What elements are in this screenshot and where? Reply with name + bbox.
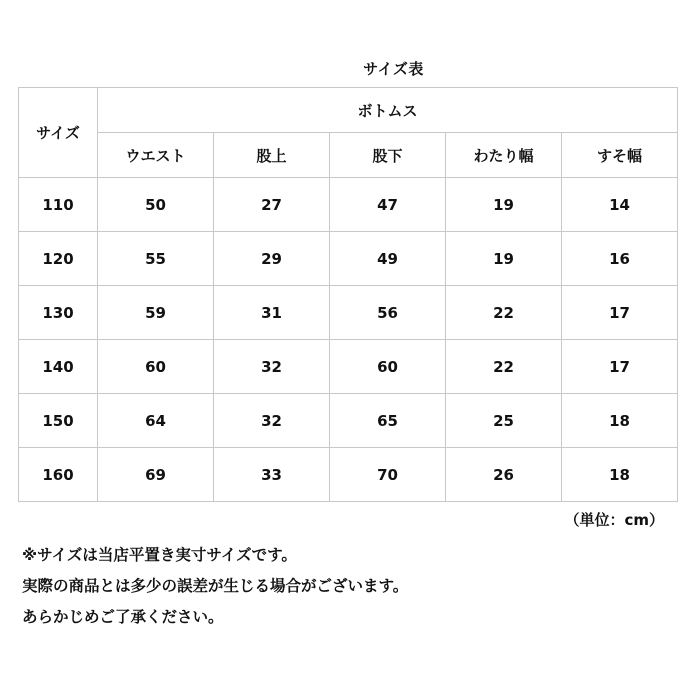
table-row <box>19 286 678 340</box>
column-header-rise: 股上 <box>214 133 330 178</box>
table-cell: 56 <box>330 286 446 340</box>
table-cell: 49 <box>330 232 446 286</box>
table-row <box>19 448 678 502</box>
table-cell: 18 <box>562 448 678 502</box>
table-cell: 19 <box>446 232 562 286</box>
table-cell: 70 <box>330 448 446 502</box>
table-cell: 22 <box>446 286 562 340</box>
table-cell: 17 <box>562 340 678 394</box>
table-cell: 32 <box>214 340 330 394</box>
page-title: サイズ表 <box>363 60 424 78</box>
table-cell: 33 <box>214 448 330 502</box>
column-header-hem-width: すそ幅 <box>562 133 678 178</box>
table-cell: 59 <box>98 286 214 340</box>
table-row <box>19 232 678 286</box>
table-cell: 14 <box>562 178 678 232</box>
table-row <box>19 340 678 394</box>
table-row <box>19 178 678 232</box>
size-cell: 150 <box>19 394 98 448</box>
size-cell: 140 <box>19 340 98 394</box>
table-cell: 32 <box>214 394 330 448</box>
size-cell: 110 <box>19 178 98 232</box>
table-cell: 26 <box>446 448 562 502</box>
notes <box>22 540 408 633</box>
table-cell: 65 <box>330 394 446 448</box>
bottoms-group-header: ボトムス <box>98 88 678 133</box>
table-cell: 29 <box>214 232 330 286</box>
size-column-header: サイズ <box>19 88 98 178</box>
column-header-thigh-width: わたり幅 <box>446 133 562 178</box>
table-cell: 27 <box>214 178 330 232</box>
table-cell: 55 <box>98 232 214 286</box>
size-cell: 120 <box>19 232 98 286</box>
unit-label: （単位：cm） <box>564 511 664 529</box>
note-line: あらかじめご了承ください。 <box>22 608 224 626</box>
table-row <box>19 394 678 448</box>
column-header-waist: ウエスト <box>98 133 214 178</box>
table-cell: 60 <box>98 340 214 394</box>
table-cell: 16 <box>562 232 678 286</box>
table-cell: 50 <box>98 178 214 232</box>
table-cell: 69 <box>98 448 214 502</box>
size-cell: 160 <box>19 448 98 502</box>
size-table <box>18 87 678 502</box>
table-cell: 22 <box>446 340 562 394</box>
table-cell: 17 <box>562 286 678 340</box>
table-cell: 18 <box>562 394 678 448</box>
table-cell: 25 <box>446 394 562 448</box>
header-row-columns <box>19 133 678 178</box>
note-line: 実際の商品とは多少の誤差が生じる場合がございます。 <box>22 577 409 595</box>
size-cell: 130 <box>19 286 98 340</box>
table-cell: 31 <box>214 286 330 340</box>
table-cell: 19 <box>446 178 562 232</box>
table-cell: 47 <box>330 178 446 232</box>
table-cell: 60 <box>330 340 446 394</box>
note-line: ※サイズは当店平置き実寸サイズです。 <box>22 546 297 564</box>
header-row-group <box>19 88 678 133</box>
table-cell: 64 <box>98 394 214 448</box>
column-header-inseam: 股下 <box>330 133 446 178</box>
